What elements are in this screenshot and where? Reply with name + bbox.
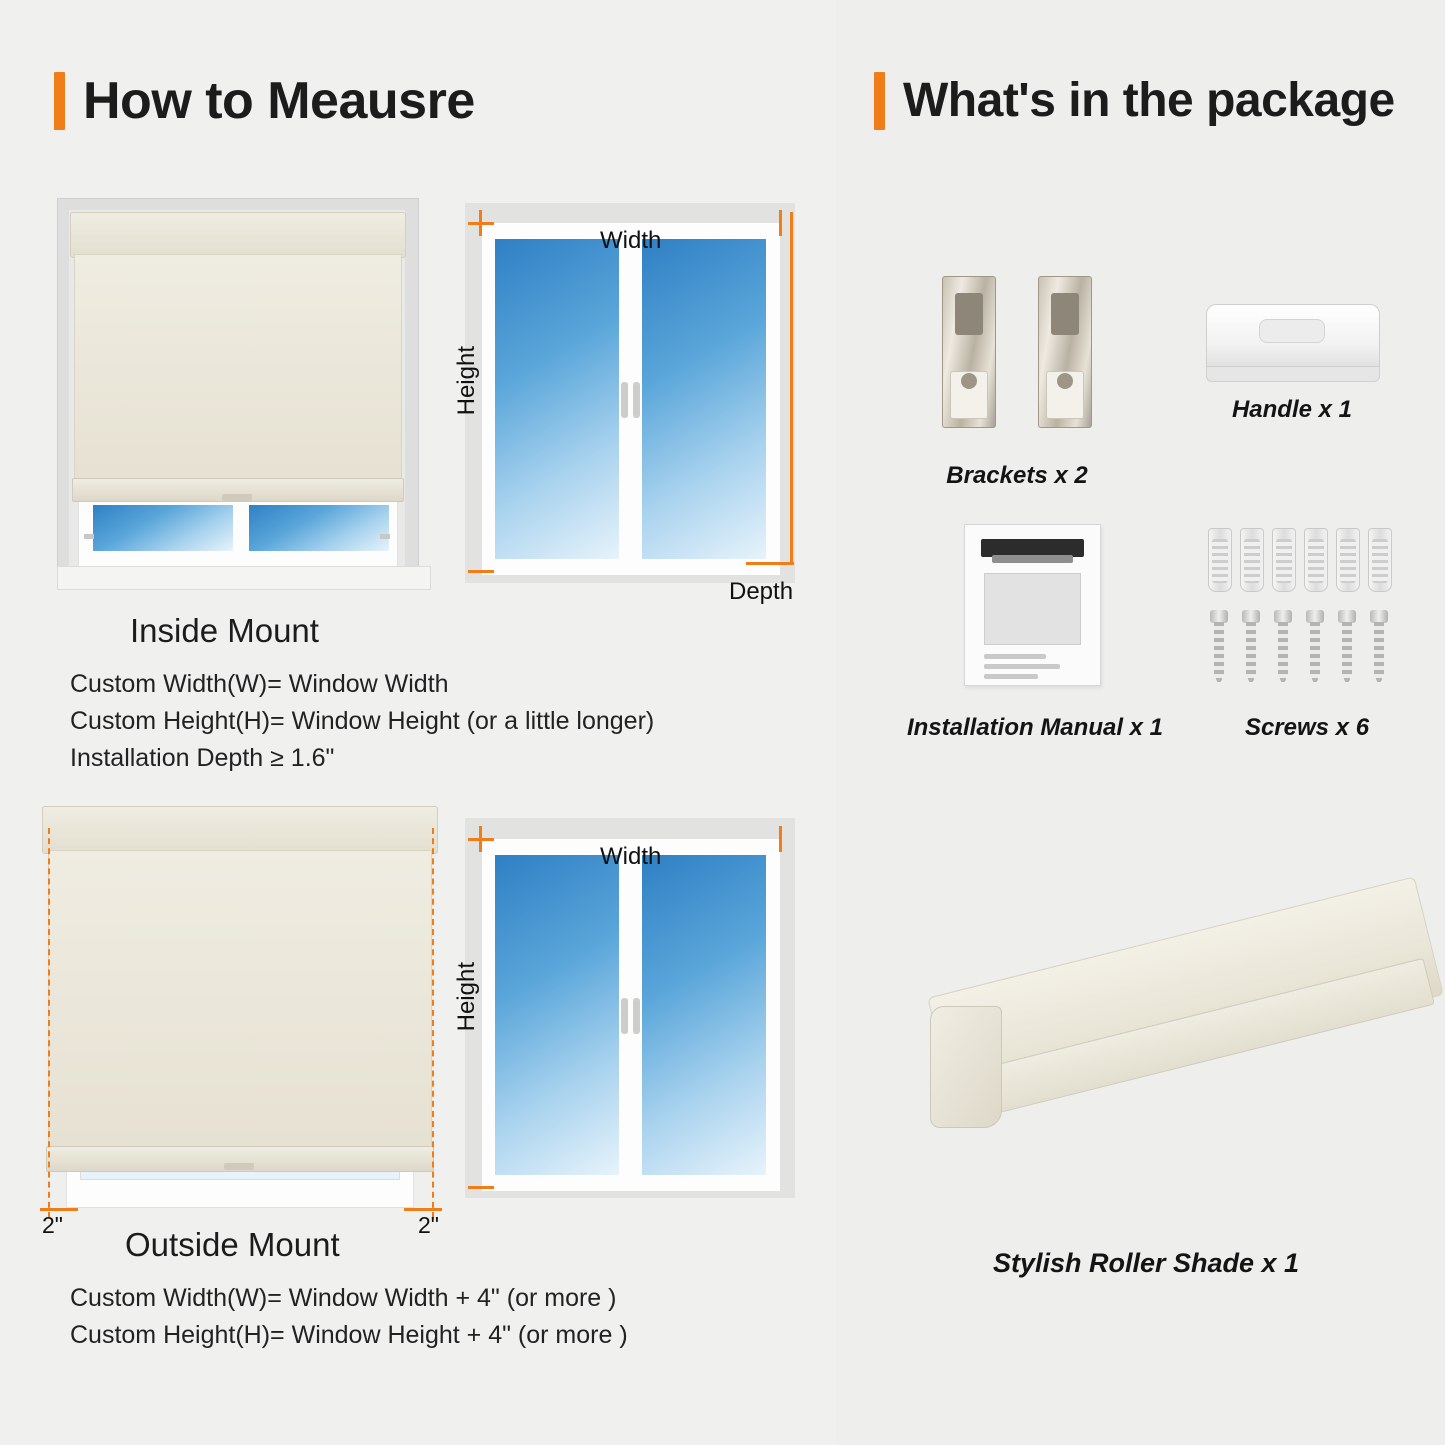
- brackets-label: Brackets x 2: [946, 462, 1088, 489]
- outside-measure-glass-left: [494, 854, 620, 1176]
- outside-tick-right: [404, 1208, 442, 1211]
- outside-left-margin-label: 2": [42, 1212, 63, 1238]
- wall-anchor-icon-5: [1336, 528, 1360, 592]
- inside-mount-line-1: Custom Width(W)= Window Width: [70, 670, 449, 698]
- tick-left-bottom: [468, 570, 494, 573]
- handle-base: [1206, 366, 1380, 382]
- outside-measure-handle-left: [621, 998, 628, 1034]
- outside-measure-glass-right: [641, 854, 767, 1176]
- wall-anchor-icon-1: [1208, 528, 1232, 592]
- tick-top-right: [779, 210, 782, 236]
- outside-height-label: Height: [453, 962, 480, 1032]
- inside-shade-pull-tab: [222, 494, 252, 501]
- installation-manual-icon: [964, 524, 1101, 686]
- outside-shade-fabric: [48, 850, 432, 1152]
- outside-tick-left-bottom: [468, 1186, 494, 1189]
- inside-window-handle-left: [84, 534, 94, 539]
- package-heading: [874, 72, 1395, 130]
- outside-measure-handle-right: [633, 998, 640, 1034]
- inside-mount-lines: [70, 666, 790, 776]
- screw-icon-2: [1242, 610, 1260, 686]
- outside-mount-lines: [70, 1280, 790, 1354]
- inside-window-sill: [57, 566, 431, 590]
- outside-mount-text-block: [70, 1226, 790, 1354]
- package-contents-panel: [836, 0, 1445, 1445]
- inside-depth-label: Depth: [729, 578, 794, 605]
- tick-left-top: [468, 222, 494, 225]
- roller-shade-icon: [922, 846, 1442, 1246]
- inside-mount-line-3: Installation Depth ≥ 1.6": [70, 743, 335, 772]
- outside-right-margin-label: 2": [418, 1212, 439, 1238]
- outside-shade-headrail: [42, 806, 438, 854]
- screw-icon-1: [1210, 610, 1228, 686]
- outside-guide-left: [48, 828, 50, 1218]
- outside-shade-pull-tab: [224, 1163, 254, 1170]
- tick-depth: [746, 562, 794, 565]
- inside-window-handle-right: [380, 534, 390, 539]
- inside-measure-handle-right: [633, 382, 640, 418]
- package-title: What's in the package: [903, 74, 1395, 127]
- bracket-icon-2: [1038, 276, 1092, 428]
- outside-tick-top-right: [779, 826, 782, 852]
- bracket-icon-1: [942, 276, 996, 428]
- how-to-measure-title: How to Meausre: [83, 72, 475, 130]
- accent-bar-icon: [54, 72, 65, 130]
- outside-mount-line-2: Custom Height(H)= Window Height + 4" (or more ): [70, 1320, 628, 1349]
- outside-mount-title: Outside Mount: [125, 1226, 340, 1263]
- screw-icon-4: [1306, 610, 1324, 686]
- inside-width-label: Width: [600, 227, 662, 254]
- outside-tick-left-top: [468, 838, 494, 841]
- inside-mount-line-2: Custom Height(H)= Window Height (or a little longer): [70, 706, 655, 735]
- screw-icon-3: [1274, 610, 1292, 686]
- how-to-measure-heading: [54, 72, 475, 130]
- screw-icon-5: [1338, 610, 1356, 686]
- wall-anchor-icon-2: [1240, 528, 1264, 592]
- inside-measure-handle-left: [621, 382, 628, 418]
- outside-mount-line-1: Custom Width(W)= Window Width + 4" (or more ): [70, 1284, 617, 1312]
- manual-label: Installation Manual x 1: [906, 714, 1164, 741]
- handle-label: Handle x 1: [1231, 396, 1353, 423]
- tick-right-vertical: [790, 212, 793, 564]
- outside-width-label: Width: [600, 843, 662, 870]
- inside-shade-fabric: [74, 254, 402, 482]
- inside-mount-text-block: [70, 612, 790, 776]
- inside-shade-headrail: [70, 212, 406, 258]
- screws-label: Screws x 6: [1244, 714, 1370, 741]
- inside-glass-left: [92, 504, 234, 552]
- wall-anchor-icon-4: [1304, 528, 1328, 592]
- outside-guide-right: [432, 828, 434, 1218]
- wall-anchor-icon-6: [1368, 528, 1392, 592]
- inside-measure-glass-left: [494, 238, 620, 560]
- roller-shade-endcap: [930, 1006, 1002, 1128]
- inside-mount-title: Inside Mount: [130, 612, 319, 649]
- screw-icon-6: [1370, 610, 1388, 686]
- inside-height-label: Height: [453, 346, 480, 416]
- accent-bar-icon-right: [874, 72, 885, 130]
- roller-shade-label: Stylish Roller Shade x 1: [992, 1248, 1300, 1278]
- inside-glass-right: [248, 504, 390, 552]
- outside-tick-left: [40, 1208, 78, 1211]
- inside-measure-glass-right: [641, 238, 767, 560]
- wall-anchor-icon-3: [1272, 528, 1296, 592]
